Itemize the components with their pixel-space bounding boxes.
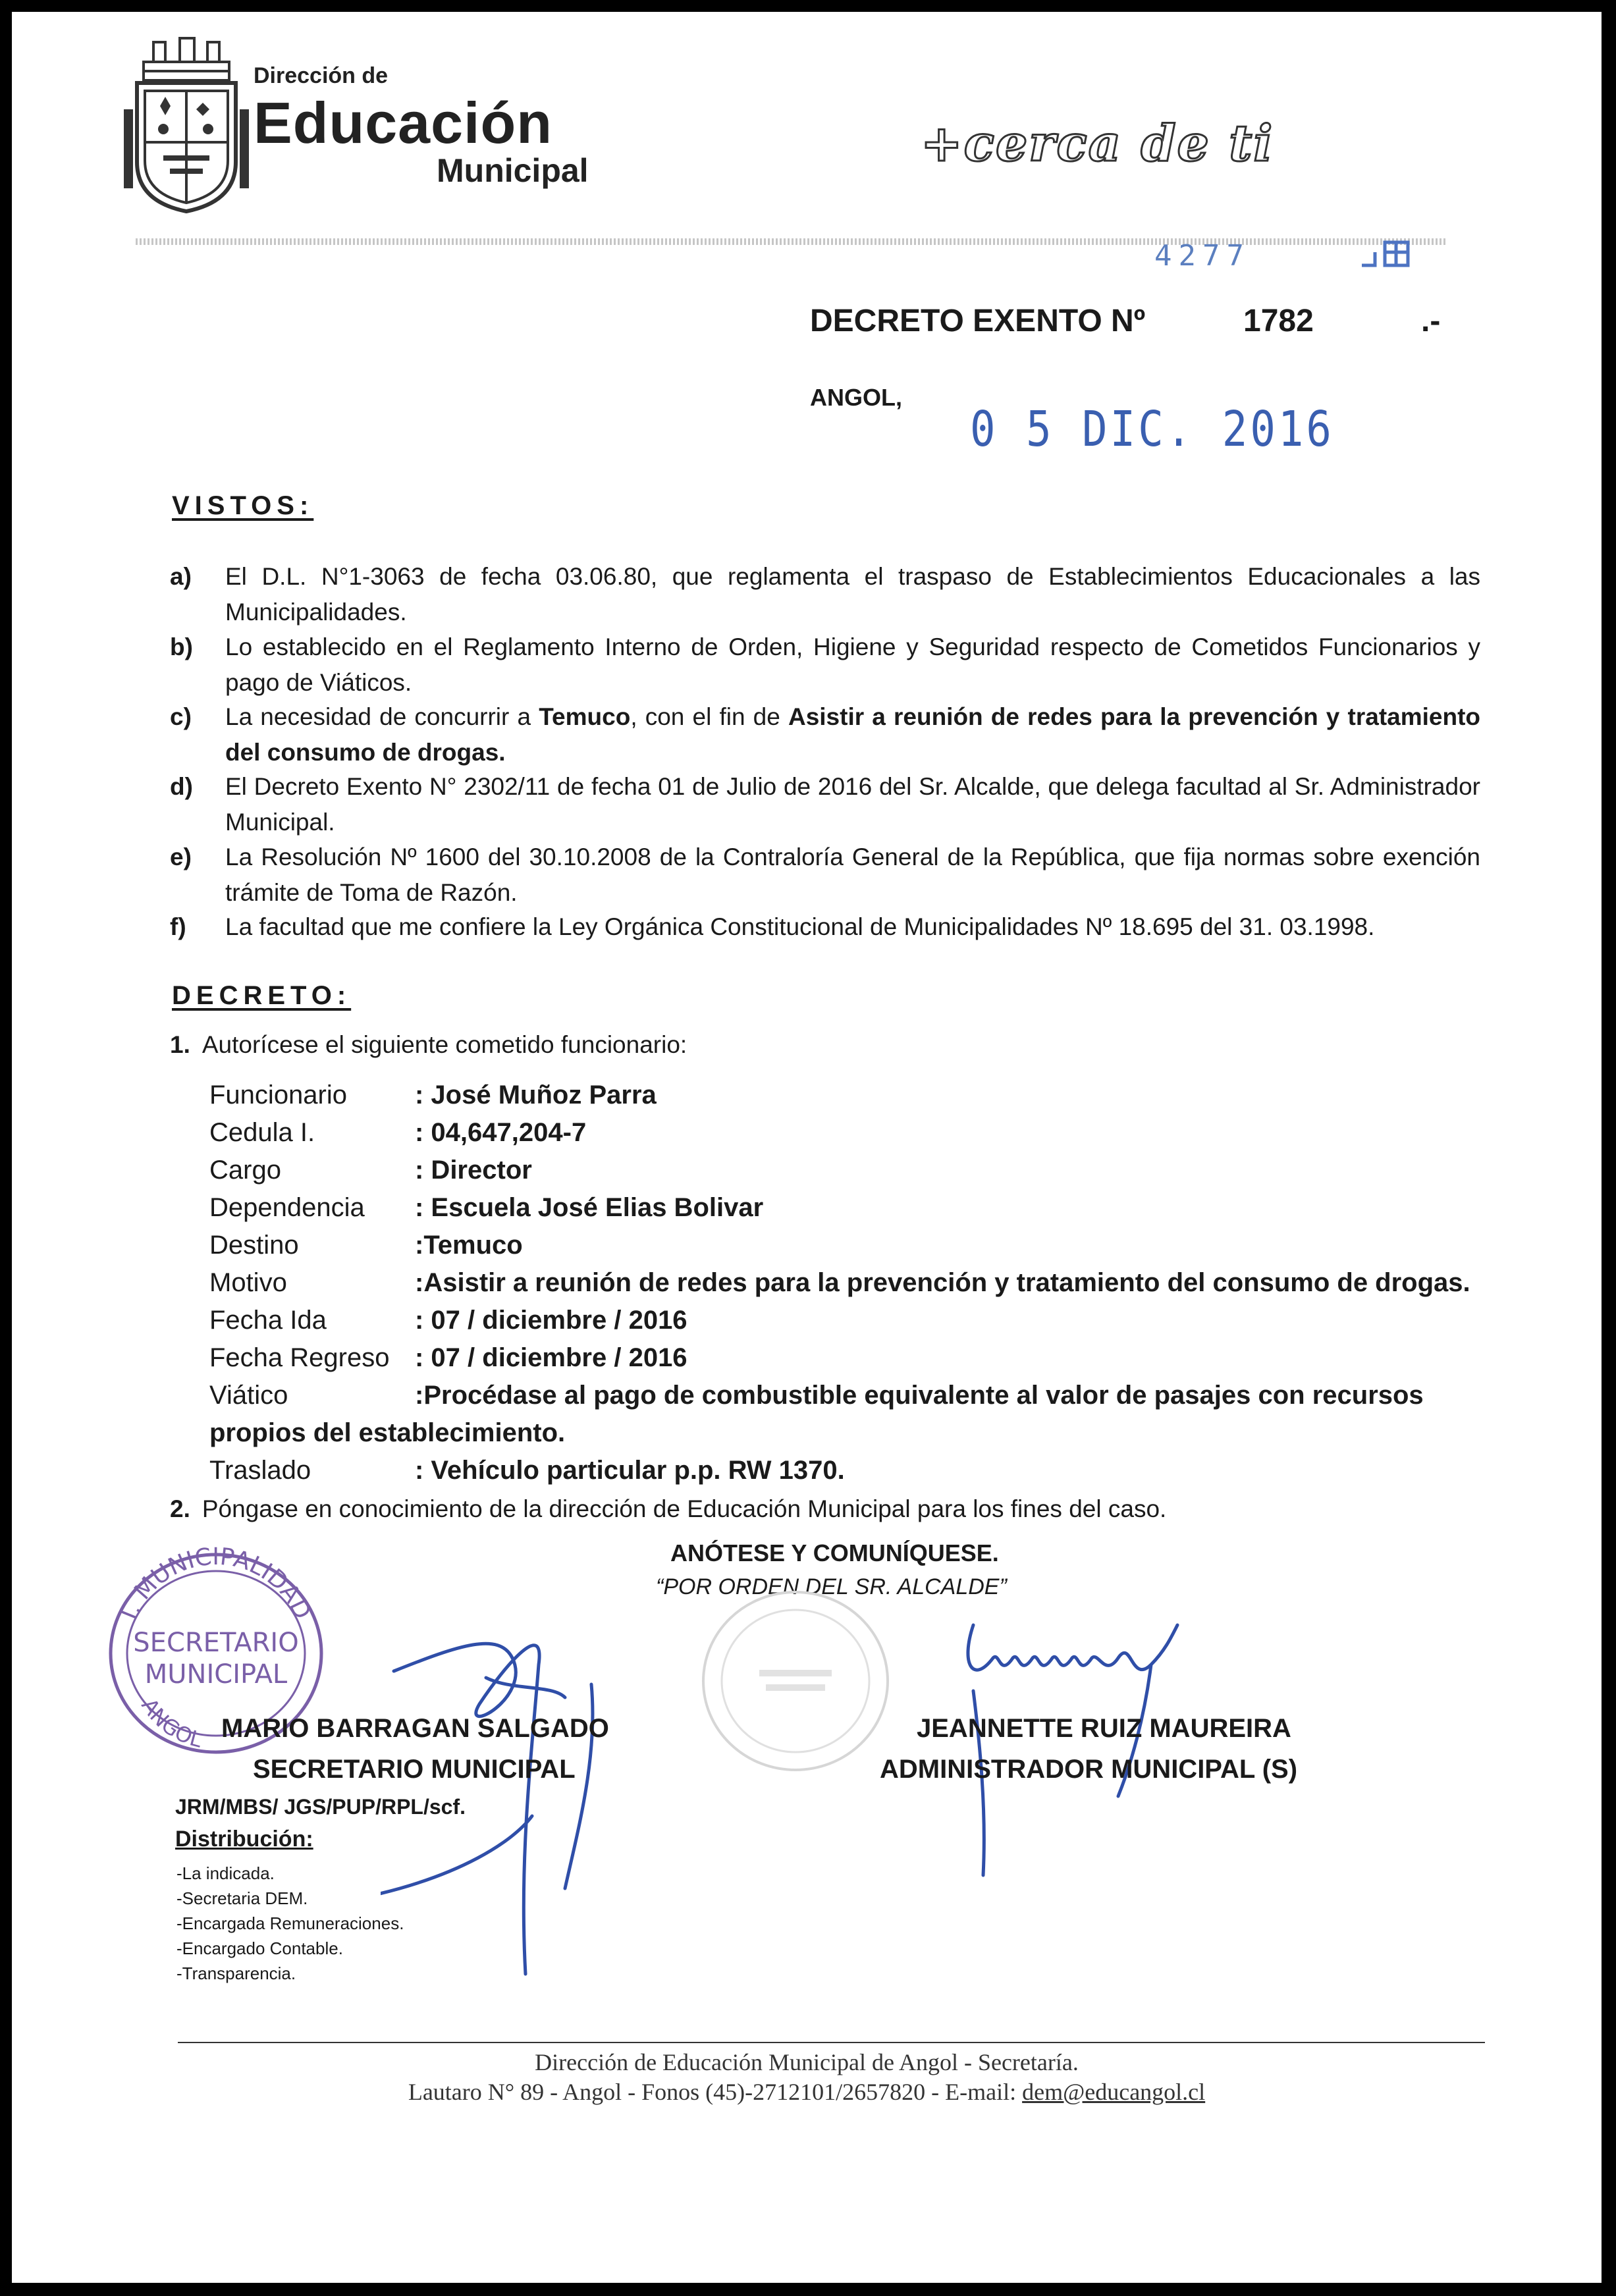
left-signatory-title: SECRETARIO MUNICIPAL [253, 1755, 576, 1784]
item-text: El D.L. N°1-3063 de fecha 03.06.80, que reglamenta el traspaso de Establecimientos Educacionales a las Municipalidades. [225, 563, 1480, 626]
item-text: La facultad que me confiere la Ley Orgánica Constitucional de Municipalidades Nº 18.695 del 31. 03.1998. [225, 913, 1375, 940]
stamp-mid-text-2: MUNICIPAL [144, 1659, 288, 1690]
vistos-item [170, 840, 1480, 911]
decree-title: DECRETO EXENTO Nº [810, 304, 1146, 338]
logo-line-2: Educación [254, 90, 552, 155]
field-row [209, 1302, 1480, 1339]
field-row [209, 1189, 1480, 1226]
svg-text:I. MUNICIPALIDAD [116, 1543, 316, 1624]
closing-line-1: ANÓTESE Y COMUNÍQUESE. [670, 1539, 999, 1566]
field-key: Dependencia [209, 1193, 365, 1222]
point-number: 2. [170, 1495, 190, 1522]
item-label: a) [170, 563, 192, 590]
stamp-mid-text-1: SECRETARIO [133, 1628, 299, 1658]
administrator-stamp-icon [697, 1586, 894, 1776]
vistos-heading: VISTOS: [172, 491, 314, 520]
slogan: +cerca de ti [921, 114, 1274, 173]
distribution-item: -Secretaria DEM. [176, 1888, 308, 1908]
footer-line-2 [12, 2078, 1602, 2106]
field-key: Cedula I. [209, 1118, 315, 1147]
vistos-item [170, 769, 1480, 840]
field-value: : 07 / diciembre / 2016 [415, 1306, 687, 1335]
distribution-item: -Encargada Remuneraciones. [176, 1913, 404, 1933]
field-key: Destino [209, 1231, 299, 1260]
field-key: Traslado [209, 1456, 311, 1485]
footer-rule [178, 2042, 1485, 2043]
distribution-item: -Transparencia. [176, 1963, 296, 1983]
vistos-item [170, 699, 1480, 770]
stamp-bottom-text: ANGOL [136, 1694, 205, 1753]
field-row [209, 1339, 1480, 1376]
field-value: : Escuela José Elias Bolivar [415, 1193, 764, 1222]
point-number: 1. [170, 1031, 190, 1058]
vistos-item [170, 559, 1480, 630]
field-value: : José Muñoz Parra [415, 1081, 657, 1109]
field-value: :Temuco [415, 1231, 523, 1260]
item-label: b) [170, 633, 193, 660]
item-label: d) [170, 773, 193, 800]
municipal-coat-of-arms-icon [124, 37, 249, 215]
received-stamp-number: 4277 [1154, 239, 1251, 273]
item-label: e) [170, 843, 192, 870]
distribution-item: -La indicada. [176, 1863, 275, 1883]
logo-line-3: Municipal [437, 152, 589, 189]
field-value-continuation: propios del establecimiento. [209, 1418, 566, 1447]
field-value: :Procédase al pago de combustible equivalente al valor de pasajes con recursos [415, 1381, 1424, 1410]
right-signatory-title: ADMINISTRADOR MUNICIPAL (S) [880, 1755, 1298, 1784]
field-row [209, 1227, 1480, 1264]
decree-point-1 [170, 1027, 687, 1063]
decreto-heading: DECRETO: [172, 981, 352, 1010]
item-text: Lo establecido en el Reglamento Interno de Orden, Higiene y Seguridad respecto de Cometidos Funcionarios y pago de Viáticos. [225, 633, 1480, 696]
distribution-heading: Distribución: [175, 1827, 313, 1852]
point-text: Autorícese el siguiente cometido funcionario: [202, 1031, 687, 1058]
item-text: El Decreto Exento N° 2302/11 de fecha 01 de Julio de 2016 del Sr. Alcalde, que delega facultad al Sr. Administrador Municipal. [225, 773, 1480, 836]
field-value: : Director [415, 1156, 532, 1185]
point-text: Póngase en conocimiento de la dirección de Educación Municipal para los fines del caso. [202, 1495, 1167, 1522]
footer-line-1: Dirección de Educación Municipal de Angol - Secretaría. [535, 2049, 1079, 2075]
field-key: Motivo [209, 1268, 287, 1297]
field-row [209, 1377, 1480, 1414]
field-value: : 07 / diciembre / 2016 [415, 1343, 687, 1372]
item-purpose: Asistir a reunión de redes para la prevención y tratamiento del consumo de drogas. [225, 703, 1480, 766]
right-signature-icon [954, 1612, 1230, 1888]
field-key: Viático [209, 1381, 288, 1410]
left-signatory-name: MARIO BARRAGAN SALGADO [221, 1714, 609, 1743]
item-text-mid: , con el fin de [630, 703, 788, 730]
item-label: c) [170, 703, 192, 730]
footer-email-link[interactable]: dem@educangol.cl [1022, 2079, 1206, 2105]
field-row [209, 1152, 1480, 1188]
item-label: f) [170, 913, 186, 940]
closing-line-2: “POR ORDEN DEL SR. ALCALDE” [656, 1574, 1007, 1599]
item-text: La Resolución Nº 1600 del 30.10.2008 de la Contraloría General de la República, que fija normas sobre exención trámite de Toma de Razón. [225, 843, 1480, 906]
document-page [12, 12, 1602, 2283]
field-row [209, 1264, 1480, 1301]
field-value: : 04,647,204-7 [415, 1118, 587, 1147]
date-stamp: 0 5 DIC. 2016 [970, 402, 1334, 458]
decree-suffix: .- [1421, 304, 1441, 338]
footer-contact: Lautaro N° 89 - Angol - Fonos (45)-2712101/2657820 - E-mail: [408, 2079, 1023, 2105]
city-label: ANGOL, [810, 384, 902, 411]
field-row-continuation [209, 1414, 1480, 1451]
initials: JRM/MBS/ JGS/PUP/RPL/scf. [175, 1795, 466, 1819]
decree-point-2 [170, 1491, 1166, 1527]
logo-line-1: Dirección de [254, 63, 389, 88]
received-stamp-mark-icon [1359, 239, 1418, 275]
right-signatory-name: JEANNETTE RUIZ MAUREIRA [917, 1714, 1291, 1743]
field-row [209, 1452, 1480, 1489]
stamp-top-text: I. MUNICIPALIDAD [115, 1543, 316, 1624]
decree-number: 1782 [1243, 304, 1314, 338]
field-key: Fecha Ida [209, 1306, 327, 1335]
distribution-item: -Encargado Contable. [176, 1938, 343, 1958]
field-row [209, 1114, 1480, 1151]
field-key: Fecha Regreso [209, 1343, 390, 1372]
item-city: Temuco [539, 703, 631, 730]
item-text: La necesidad de concurrir a [225, 703, 539, 730]
field-key: Cargo [209, 1156, 281, 1185]
vistos-item [170, 909, 1480, 945]
field-value: :Asistir a reunión de redes para la prevención y tratamiento del consumo de drogas. [415, 1268, 1470, 1297]
field-value: : Vehículo particular p.p. RW 1370. [415, 1456, 845, 1485]
vistos-item [170, 629, 1480, 701]
field-key: Funcionario [209, 1081, 348, 1109]
field-row [209, 1077, 1480, 1113]
